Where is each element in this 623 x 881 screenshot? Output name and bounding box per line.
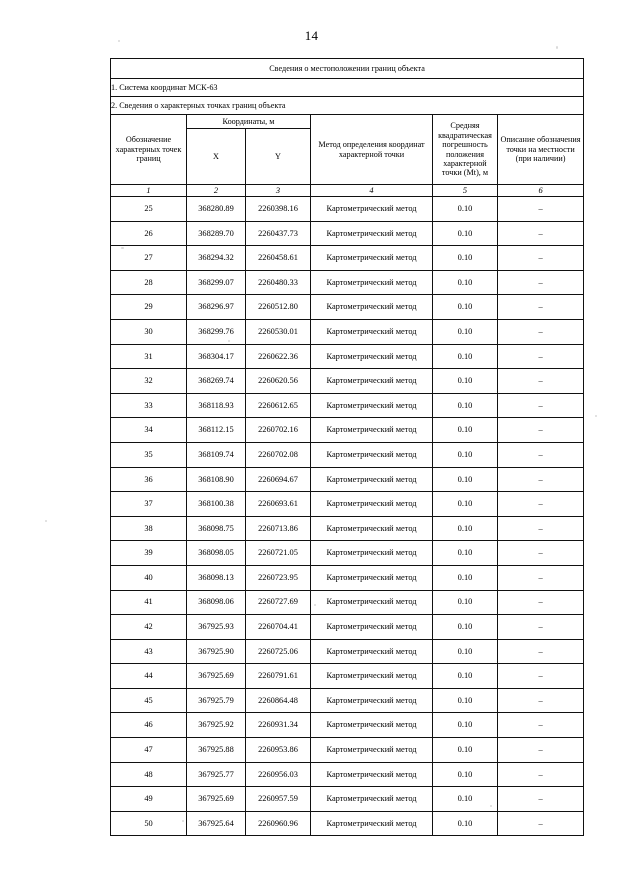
table-row [111, 492, 584, 517]
mean-square-error-cell: 0.10 [433, 516, 498, 541]
point-number-cell: 40 [111, 565, 187, 590]
scan-speck [490, 805, 492, 807]
y-coordinate-cell: 2260723.95 [246, 565, 311, 590]
description-cell: – [498, 639, 584, 664]
table-row [111, 393, 584, 418]
header-mean-square-error: Средняя квадратическая погрешность положения характерной точки (Mt), м [433, 115, 498, 185]
x-coordinate-cell: 368098.75 [187, 516, 246, 541]
table-row [111, 467, 584, 492]
y-coordinate-cell: 2260398.16 [246, 197, 311, 222]
x-coordinate-cell: 367925.77 [187, 762, 246, 787]
boundary-points-table [110, 58, 584, 836]
y-coordinate-cell: 2260702.16 [246, 418, 311, 443]
y-coordinate-cell: 2260957.59 [246, 787, 311, 812]
table-row [111, 270, 584, 295]
mean-square-error-cell: 0.10 [433, 442, 498, 467]
mean-square-error-cell: 0.10 [433, 270, 498, 295]
description-cell: – [498, 590, 584, 615]
description-cell: – [498, 541, 584, 566]
description-cell: – [498, 295, 584, 320]
y-coordinate-cell: 2260530.01 [246, 319, 311, 344]
point-number-cell: 29 [111, 295, 187, 320]
column-number-5: 5 [433, 185, 498, 197]
description-cell: – [498, 467, 584, 492]
column-number-1: 1 [111, 185, 187, 197]
y-coordinate-cell: 2260931.34 [246, 713, 311, 738]
description-cell: – [498, 197, 584, 222]
section-2-label: 2. Сведения о характерных точках границ объекта [111, 97, 584, 115]
mean-square-error-cell: 0.10 [433, 541, 498, 566]
y-coordinate-cell: 2260694.67 [246, 467, 311, 492]
point-number-cell: 25 [111, 197, 187, 222]
table-row [111, 344, 584, 369]
mean-square-error-cell: 0.10 [433, 615, 498, 640]
mean-square-error-cell: 0.10 [433, 811, 498, 836]
method-cell: Картометрический метод [311, 639, 433, 664]
method-cell: Картометрический метод [311, 664, 433, 689]
mean-square-error-cell: 0.10 [433, 295, 498, 320]
mean-square-error-cell: 0.10 [433, 221, 498, 246]
point-number-cell: 37 [111, 492, 187, 517]
method-cell: Картометрический метод [311, 221, 433, 246]
x-coordinate-cell: 368098.06 [187, 590, 246, 615]
y-coordinate-cell: 2260693.61 [246, 492, 311, 517]
table-row [111, 787, 584, 812]
y-coordinate-cell: 2260791.61 [246, 664, 311, 689]
x-coordinate-cell: 367925.64 [187, 811, 246, 836]
point-number-cell: 49 [111, 787, 187, 812]
table-row [111, 713, 584, 738]
mean-square-error-cell: 0.10 [433, 246, 498, 271]
scan-speck [182, 820, 184, 822]
document-title: Сведения о местоположении границ объекта [111, 59, 584, 79]
method-cell: Картометрический метод [311, 442, 433, 467]
point-number-cell: 26 [111, 221, 187, 246]
method-cell: Картометрический метод [311, 615, 433, 640]
mean-square-error-cell: 0.10 [433, 393, 498, 418]
section-1-row [111, 79, 584, 97]
x-coordinate-cell: 368100.38 [187, 492, 246, 517]
x-coordinate-cell: 368280.89 [187, 197, 246, 222]
point-number-cell: 47 [111, 738, 187, 763]
y-coordinate-cell: 2260960.96 [246, 811, 311, 836]
x-coordinate-cell: 368269.74 [187, 369, 246, 394]
description-cell: – [498, 811, 584, 836]
table-row [111, 688, 584, 713]
x-coordinate-cell: 368289.70 [187, 221, 246, 246]
table-row [111, 762, 584, 787]
page-number: 14 [304, 28, 319, 43]
x-coordinate-cell: 368304.17 [187, 344, 246, 369]
method-cell: Картометрический метод [311, 590, 433, 615]
method-cell: Картометрический метод [311, 319, 433, 344]
point-number-cell: 31 [111, 344, 187, 369]
header-coordinates-group: Координаты, м [187, 115, 311, 129]
header-x: X [187, 129, 246, 185]
scan-speck [45, 520, 47, 522]
point-number-cell: 27 [111, 246, 187, 271]
description-cell: – [498, 713, 584, 738]
scan-speck [118, 40, 120, 42]
description-cell: – [498, 221, 584, 246]
y-coordinate-cell: 2260864.48 [246, 688, 311, 713]
y-coordinate-cell: 2260620.56 [246, 369, 311, 394]
x-coordinate-cell: 368098.05 [187, 541, 246, 566]
x-coordinate-cell: 367925.69 [187, 664, 246, 689]
method-cell: Картометрический метод [311, 197, 433, 222]
mean-square-error-cell: 0.10 [433, 492, 498, 517]
table-row [111, 516, 584, 541]
column-number-4: 4 [311, 185, 433, 197]
y-coordinate-cell: 2260622.36 [246, 344, 311, 369]
description-cell: – [498, 738, 584, 763]
table-row [111, 197, 584, 222]
table-row [111, 738, 584, 763]
mean-square-error-cell: 0.10 [433, 738, 498, 763]
point-number-cell: 30 [111, 319, 187, 344]
point-number-cell: 44 [111, 664, 187, 689]
table-row [111, 639, 584, 664]
x-coordinate-cell: 367925.69 [187, 787, 246, 812]
mean-square-error-cell: 0.10 [433, 688, 498, 713]
description-cell: – [498, 615, 584, 640]
point-number-cell: 46 [111, 713, 187, 738]
description-cell: – [498, 344, 584, 369]
point-number-cell: 39 [111, 541, 187, 566]
description-cell: – [498, 565, 584, 590]
description-cell: – [498, 787, 584, 812]
table-row [111, 221, 584, 246]
point-number-cell: 48 [111, 762, 187, 787]
header-y: Y [246, 129, 311, 185]
mean-square-error-cell: 0.10 [433, 590, 498, 615]
table-row [111, 565, 584, 590]
method-cell: Картометрический метод [311, 369, 433, 394]
method-cell: Картометрический метод [311, 762, 433, 787]
description-cell: – [498, 319, 584, 344]
y-coordinate-cell: 2260956.03 [246, 762, 311, 787]
point-number-cell: 35 [111, 442, 187, 467]
mean-square-error-cell: 0.10 [433, 787, 498, 812]
y-coordinate-cell: 2260702.08 [246, 442, 311, 467]
y-coordinate-cell: 2260437.73 [246, 221, 311, 246]
scan-speck [121, 247, 124, 249]
y-coordinate-cell: 2260458.61 [246, 246, 311, 271]
column-number-2: 2 [187, 185, 246, 197]
column-number-6: 6 [498, 185, 584, 197]
mean-square-error-cell: 0.10 [433, 319, 498, 344]
table-row [111, 615, 584, 640]
y-coordinate-cell: 2260480.33 [246, 270, 311, 295]
y-coordinate-cell: 2260721.05 [246, 541, 311, 566]
table-row [111, 418, 584, 443]
column-number-row [111, 185, 584, 197]
section-2-row [111, 97, 584, 115]
table-body [111, 197, 584, 836]
y-coordinate-cell: 2260727.69 [246, 590, 311, 615]
header-point-designation: Обозначение характерных точек границ [111, 115, 187, 185]
x-coordinate-cell: 368108.90 [187, 467, 246, 492]
method-cell: Картометрический метод [311, 688, 433, 713]
method-cell: Картометрический метод [311, 713, 433, 738]
mean-square-error-cell: 0.10 [433, 639, 498, 664]
x-coordinate-cell: 368109.74 [187, 442, 246, 467]
method-cell: Картометрический метод [311, 541, 433, 566]
header-row-top [111, 115, 584, 129]
description-cell: – [498, 246, 584, 271]
mean-square-error-cell: 0.10 [433, 418, 498, 443]
method-cell: Картометрический метод [311, 393, 433, 418]
method-cell: Картометрический метод [311, 565, 433, 590]
x-coordinate-cell: 367925.90 [187, 639, 246, 664]
mean-square-error-cell: 0.10 [433, 762, 498, 787]
description-cell: – [498, 516, 584, 541]
point-number-cell: 32 [111, 369, 187, 394]
x-coordinate-cell: 368296.97 [187, 295, 246, 320]
method-cell: Картометрический метод [311, 295, 433, 320]
mean-square-error-cell: 0.10 [433, 197, 498, 222]
column-number-3: 3 [246, 185, 311, 197]
method-cell: Картометрический метод [311, 418, 433, 443]
description-cell: – [498, 393, 584, 418]
section-1-label: 1. Система координат МСК-63 [111, 79, 584, 97]
method-cell: Картометрический метод [311, 516, 433, 541]
method-cell: Картометрический метод [311, 270, 433, 295]
y-coordinate-cell: 2260704.41 [246, 615, 311, 640]
method-cell: Картометрический метод [311, 344, 433, 369]
mean-square-error-cell: 0.10 [433, 467, 498, 492]
scan-speck [595, 415, 597, 417]
method-cell: Картометрический метод [311, 492, 433, 517]
x-coordinate-cell: 367925.92 [187, 713, 246, 738]
table-row [111, 319, 584, 344]
point-number-cell: 41 [111, 590, 187, 615]
table-row [111, 811, 584, 836]
point-number-cell: 42 [111, 615, 187, 640]
description-cell: – [498, 492, 584, 517]
description-cell: – [498, 369, 584, 394]
table-title-row [111, 59, 584, 79]
method-cell: Картометрический метод [311, 811, 433, 836]
x-coordinate-cell: 367925.88 [187, 738, 246, 763]
table-row [111, 442, 584, 467]
x-coordinate-cell: 368299.07 [187, 270, 246, 295]
x-coordinate-cell: 368299.76 [187, 319, 246, 344]
table-row [111, 295, 584, 320]
mean-square-error-cell: 0.10 [433, 369, 498, 394]
mean-square-error-cell: 0.10 [433, 344, 498, 369]
x-coordinate-cell: 367925.79 [187, 688, 246, 713]
method-cell: Картометрический метод [311, 738, 433, 763]
method-cell: Картометрический метод [311, 467, 433, 492]
point-number-cell: 38 [111, 516, 187, 541]
point-number-cell: 43 [111, 639, 187, 664]
description-cell: – [498, 688, 584, 713]
method-cell: Картометрический метод [311, 787, 433, 812]
table-row [111, 369, 584, 394]
y-coordinate-cell: 2260725.06 [246, 639, 311, 664]
point-number-cell: 36 [111, 467, 187, 492]
description-cell: – [498, 442, 584, 467]
method-cell: Картометрический метод [311, 246, 433, 271]
x-coordinate-cell: 368098.13 [187, 565, 246, 590]
y-coordinate-cell: 2260512.80 [246, 295, 311, 320]
description-cell: – [498, 418, 584, 443]
point-number-cell: 28 [111, 270, 187, 295]
table-row [111, 590, 584, 615]
scan-speck [314, 604, 316, 606]
table-row [111, 246, 584, 271]
mean-square-error-cell: 0.10 [433, 565, 498, 590]
y-coordinate-cell: 2260953.86 [246, 738, 311, 763]
point-number-cell: 33 [111, 393, 187, 418]
header-point-description: Описание обозначения точки на местности (при наличии) [498, 115, 584, 185]
table-row [111, 541, 584, 566]
scan-speck [228, 340, 230, 342]
x-coordinate-cell: 367925.93 [187, 615, 246, 640]
table-row [111, 664, 584, 689]
point-number-cell: 45 [111, 688, 187, 713]
mean-square-error-cell: 0.10 [433, 664, 498, 689]
mean-square-error-cell: 0.10 [433, 713, 498, 738]
description-cell: – [498, 762, 584, 787]
x-coordinate-cell: 368112.15 [187, 418, 246, 443]
description-cell: – [498, 270, 584, 295]
x-coordinate-cell: 368118.93 [187, 393, 246, 418]
point-number-cell: 34 [111, 418, 187, 443]
header-determination-method: Метод определения координат характерной точки [311, 115, 433, 185]
y-coordinate-cell: 2260612.65 [246, 393, 311, 418]
y-coordinate-cell: 2260713.86 [246, 516, 311, 541]
x-coordinate-cell: 368294.32 [187, 246, 246, 271]
scan-speck [556, 46, 558, 49]
description-cell: – [498, 664, 584, 689]
point-number-cell: 50 [111, 811, 187, 836]
